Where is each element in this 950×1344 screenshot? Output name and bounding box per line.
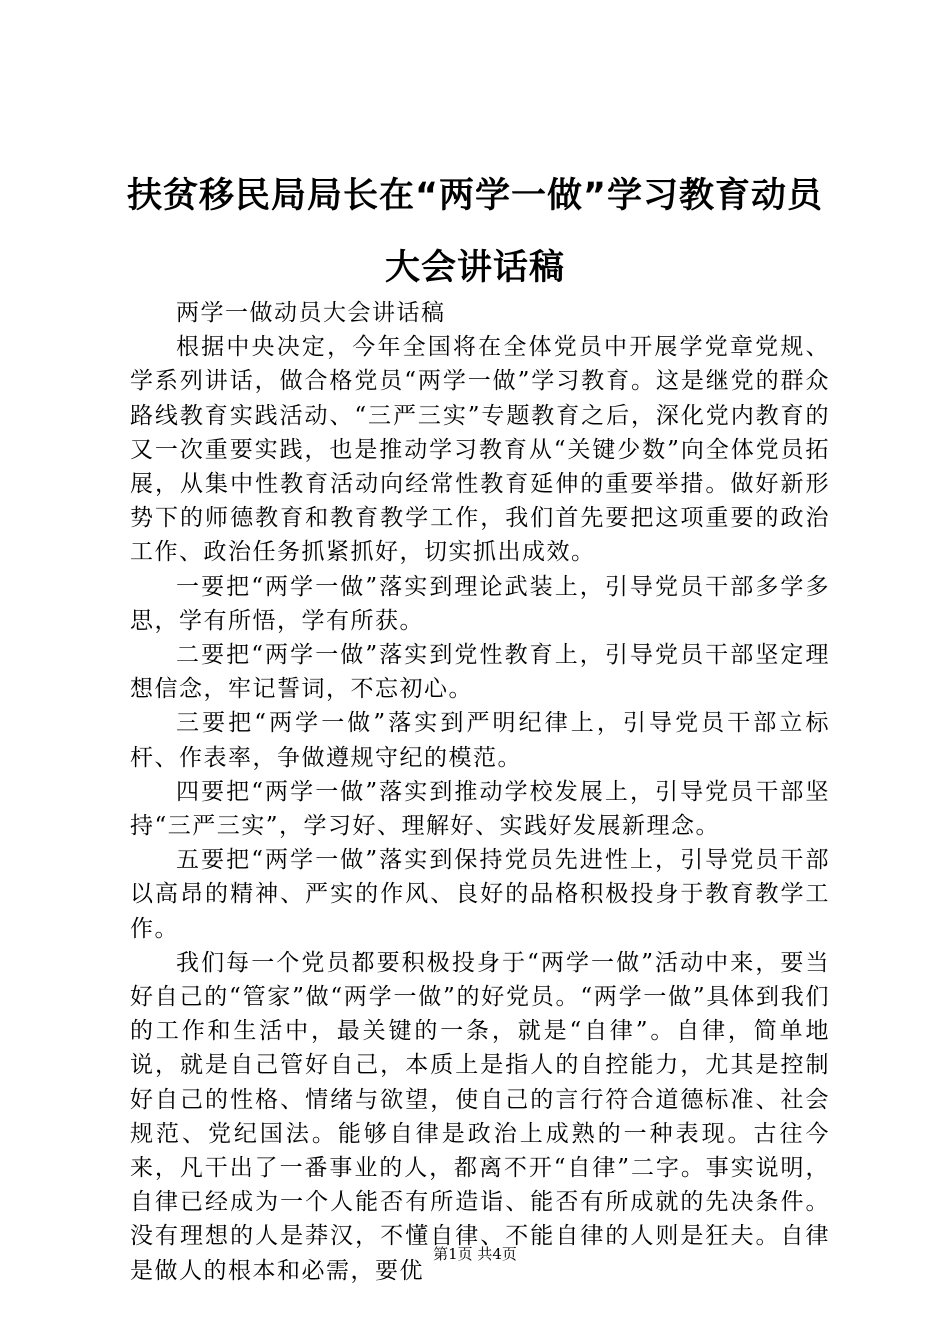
body-paragraph-point-3: 三要把“两学一做”落实到严明纪律上，引导党员干部立标杆、作表率，争做遵规守纪的模范。 <box>130 710 830 771</box>
document-body <box>130 296 830 1288</box>
body-paragraph-point-5: 五要把“两学一做”落实到保持党员先进性上，引导党员干部以高昂的精神、严实的作风、良好的品格积极投身于教育教学工作。 <box>130 847 830 942</box>
subtitle-paragraph: 两学一做动员大会讲话稿 <box>176 300 446 326</box>
body-paragraph-point-1: 一要把“两学一做”落实到理论武装上，引导党员干部多学多思，学有所悟，学有所获。 <box>130 573 830 634</box>
body-paragraph-intro: 根据中央决定，今年全国将在全体党员中开展学党章党规、学系列讲话，做合格党员“两学一做”学习教育。这是继党的群众路线教育实践活动、“三严三实”专题教育之后，深化党内教育的又一次重要实践，也是推动学习教育从“关键少数”向全体党员拓展，从集中性教育活动向经常性教育延伸的重要举措。做好新形势下的师德教育和教育教学工作，我们首先要把这项重要的政治工作、政治任务抓紧抓好，切实抓出成效。 <box>130 334 830 566</box>
page-number-footer: 第1页 共4页 <box>433 1245 517 1263</box>
body-paragraph-point-2: 二要把“两学一做”落实到党性教育上，引导党员干部坚定理想信念，牢记誓词，不忘初心。 <box>130 642 830 703</box>
body-paragraph-self-discipline: 我们每一个党员都要积极投身于“两学一做”活动中来，要当好自己的“管家”做“两学一做”的好党员。“两学一做”具体到我们的工作和生活中，最关键的一条，就是“自律”。自律，简单地说，就是自己管好自己，本质上是指人的自控能力，尤其是控制好自己的性格、情绪与欲望，使自己的言行符合道德标准、社会规范、党纪国法。能够自律是政治上成熟的一种表现。古往今来，凡干出了一番事业的人，都离不开“自律”二字。事实说明，自律已经成为一个人能否有所造诣、能否有所成就的先决条件。没有理想的人是莽汉，不懂自律、不能自律的人则是狂夫。自律是做人的根本和必需，要优 <box>130 949 830 1284</box>
body-paragraph-point-4: 四要把“两学一做”落实到推动学校发展上，引导党员干部坚持“三严三实”，学习好、理解好、实践好发展新理念。 <box>130 778 830 840</box>
document-title: 扶贫移民局局长在“两学一做”学习教育动员大会讲话稿 <box>126 176 823 288</box>
